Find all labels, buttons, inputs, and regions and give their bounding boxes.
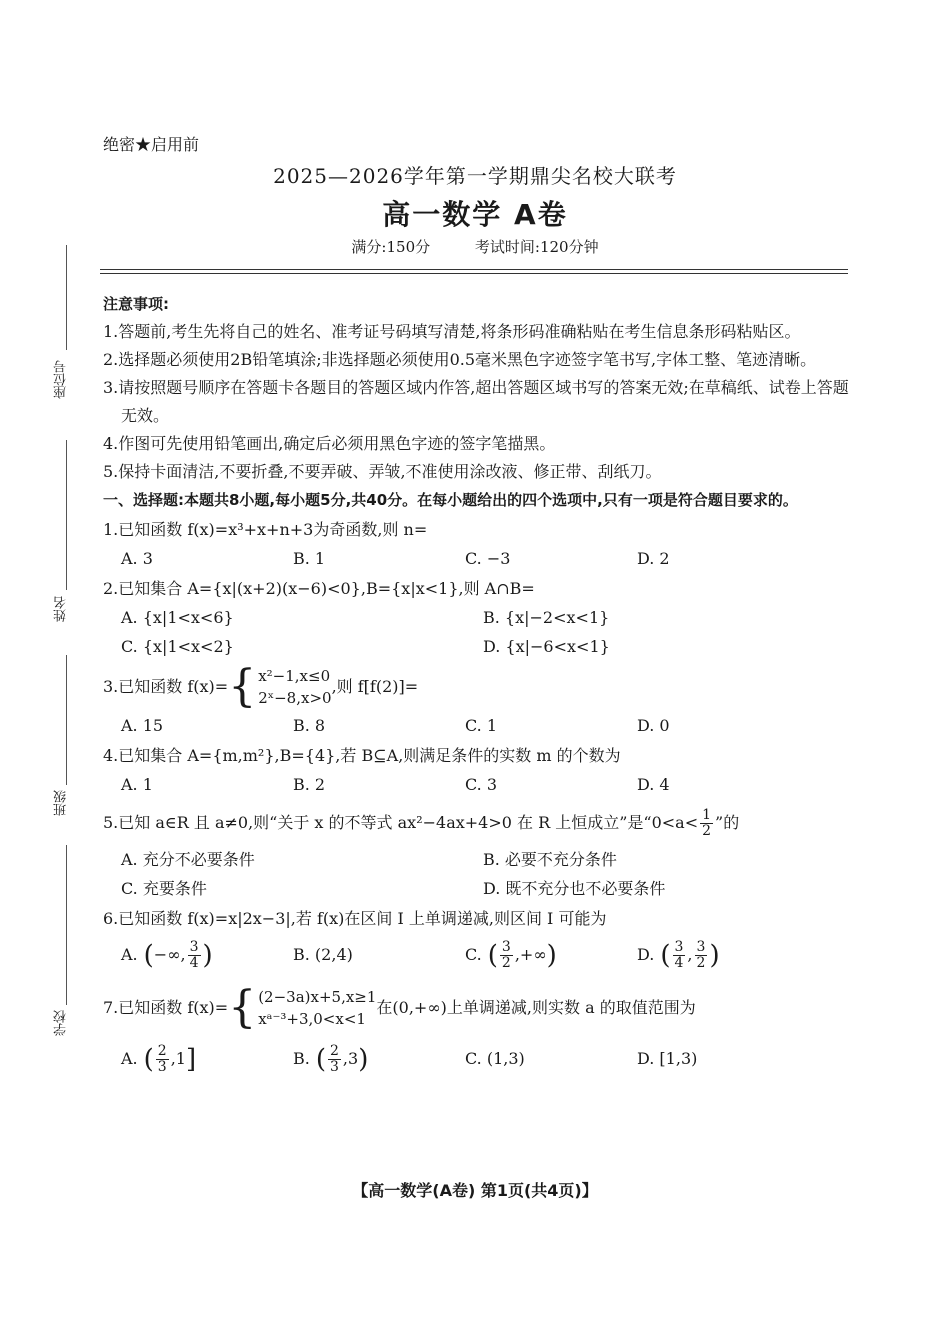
- option-d: D. ( $\frac{3}{4}$ , $\frac{3}{2}$ ): [637, 938, 720, 971]
- header-divider: [100, 269, 848, 270]
- option-b: B. (2,4): [293, 945, 353, 964]
- option-a: A. 3: [121, 548, 153, 568]
- full-score: 满分:150分: [351, 238, 431, 256]
- question-2-options: [103, 603, 851, 632]
- option-d: D. 4: [637, 774, 670, 794]
- notice-item: 5.保持卡面清洁,不要折叠,不要弄破、弄皱,不准使用涂改液、修正带、刮纸刀。: [103, 462, 662, 481]
- question-5: [103, 801, 851, 845]
- option-d: D. 既不充分也不必要条件: [483, 878, 666, 898]
- option-c: C. {x|1<x<2}: [121, 636, 234, 656]
- option-c: C. (1,3): [465, 1049, 525, 1068]
- class-label: 班级: [54, 790, 69, 816]
- question-4-options: [103, 770, 851, 799]
- option-c: C. 3: [465, 774, 498, 794]
- option-b: B. 1: [293, 548, 326, 568]
- question-6-options: [103, 933, 851, 977]
- option-b: B. 2: [293, 774, 326, 794]
- question-2-options-2: [103, 632, 851, 661]
- notice-item: 2.选择题必须使用2B铅笔填涂;非选择题必须使用0.5毫米黑色字迹签字笔书写,字体工整、笔迹清晰。: [103, 350, 817, 369]
- question-4: 4.已知集合 A={m,m²},B={4},若 B⊆A,则满足条件的实数 m 的个数为: [103, 746, 621, 765]
- name-label: 姓名: [54, 596, 69, 622]
- question-3: [103, 663, 851, 711]
- question-3-prefix: 3.已知函数 f(x)=: [103, 677, 229, 696]
- notice-item: 1.答题前,考生先将自己的姓名、准考证号码填写清楚,将条形码准确粘贴在考生信息条形码粘贴区。: [103, 322, 801, 341]
- option-d: D. {x|−6<x<1}: [483, 636, 610, 656]
- section-heading: 一、选择题:本题共8小题,每小题5分,共40分。在每小题给出的四个选项中,只有一项是符合题目要求的。: [103, 491, 798, 509]
- piecewise-function: [228, 661, 332, 712]
- notice-item: 3.请按照题号顺序在答题卡各题目的答题区域内作答,超出答题区域书写的答案无效;在草稿纸、试卷上答题无效。: [103, 378, 849, 425]
- question-3-suffix: ,则 f[f(2)]=: [331, 677, 419, 696]
- question-2: 2.已知集合 A={x|(x+2)(x−6)<0},B={x|x<1},则 A∩B=: [103, 579, 535, 598]
- binding-line: [66, 845, 67, 1005]
- option-b: B. 必要不充分条件: [483, 849, 617, 869]
- piecewise-function: [228, 982, 377, 1033]
- paper-title: 高一数学 A卷: [382, 198, 568, 231]
- notice-title: 注意事项:: [103, 295, 169, 313]
- exam-time: 考试时间:120分钟: [474, 238, 599, 256]
- option-c: C. −3: [465, 548, 511, 568]
- brace-icon: {: [228, 661, 257, 712]
- option-a: A. (−∞, $\frac{3}{4}$ ): [121, 938, 213, 971]
- piece-row-1: (2−3a)x+5,x≥1: [258, 988, 377, 1006]
- exam-info: [0, 236, 950, 257]
- notice-item: 4.作图可先使用铅笔画出,确定后必须用黑色字迹的签字笔描黑。: [103, 434, 556, 453]
- question-7: [103, 979, 851, 1037]
- question-6: 6.已知函数 f(x)=x|2x−3|,若 f(x)在区间 I 上单调递减,则区间 I 可能为: [103, 909, 607, 928]
- school-label: 学校: [54, 1010, 69, 1036]
- brace-icon: {: [228, 982, 257, 1033]
- option-a: A. {x|1<x<6}: [121, 607, 234, 627]
- question-7-prefix: 7.已知函数 f(x)=: [103, 998, 229, 1017]
- fraction: $\frac{1}{2}$: [702, 806, 712, 839]
- option-b: B. {x|−2<x<1}: [483, 607, 610, 627]
- question-1-options: [103, 544, 851, 573]
- exam-content: [103, 290, 851, 1081]
- exam-title: 2025—2026学年第一学期鼎尖名校大联考: [273, 164, 677, 188]
- option-c: C. 1: [465, 715, 498, 735]
- option-b: B. ( $\frac{2}{3}$ ,3): [293, 1042, 369, 1075]
- question-7-suffix: 在(0,+∞)上单调递减,则实数 a 的取值范围为: [376, 998, 696, 1017]
- option-d: D. 2: [637, 548, 670, 568]
- question-7-options: [103, 1037, 851, 1081]
- option-a: A. 15: [121, 715, 164, 735]
- piece-row-1: x²−1,x≤0: [258, 667, 331, 685]
- question-5-stem: 5.已知 a∈R 且 a≠0,则“关于 x 的不等式 ax²−4ax+4>0 在 R 上恒成立”是“0<a<: [103, 813, 699, 832]
- binding-line: [66, 655, 67, 785]
- option-d: D. [1,3): [637, 1049, 698, 1068]
- page-footer: 【高一数学(A卷) 第1页(共4页)】: [352, 1181, 598, 1200]
- seat-label: 座位号: [54, 360, 69, 399]
- confidential-mark: 绝密★启用前: [103, 135, 200, 154]
- option-a: A. 充分不必要条件: [121, 849, 255, 869]
- option-c: C. 充要条件: [121, 878, 207, 898]
- question-1: 1.已知函数 f(x)=x³+x+n+3为奇函数,则 n=: [103, 520, 428, 539]
- question-3-options: [103, 711, 851, 740]
- option-c: C. ( $\frac{3}{2}$ ,+∞): [465, 938, 557, 971]
- header-divider-2: [100, 273, 848, 274]
- question-5-end: ”的: [715, 813, 740, 832]
- option-d: D. 0: [637, 715, 670, 735]
- piece-row-2: xᵃ⁻³+3,0<x<1: [258, 1010, 366, 1028]
- binding-line: [66, 245, 67, 350]
- option-a: A. ( $\frac{2}{3}$ ,1]: [121, 1042, 197, 1075]
- option-a: A. 1: [121, 774, 153, 794]
- option-b: B. 8: [293, 715, 326, 735]
- question-5-options: [103, 845, 851, 874]
- question-5-options-2: [103, 874, 851, 903]
- binding-line: [66, 440, 67, 590]
- piece-row-2: 2ˣ−8,x>0: [258, 689, 332, 707]
